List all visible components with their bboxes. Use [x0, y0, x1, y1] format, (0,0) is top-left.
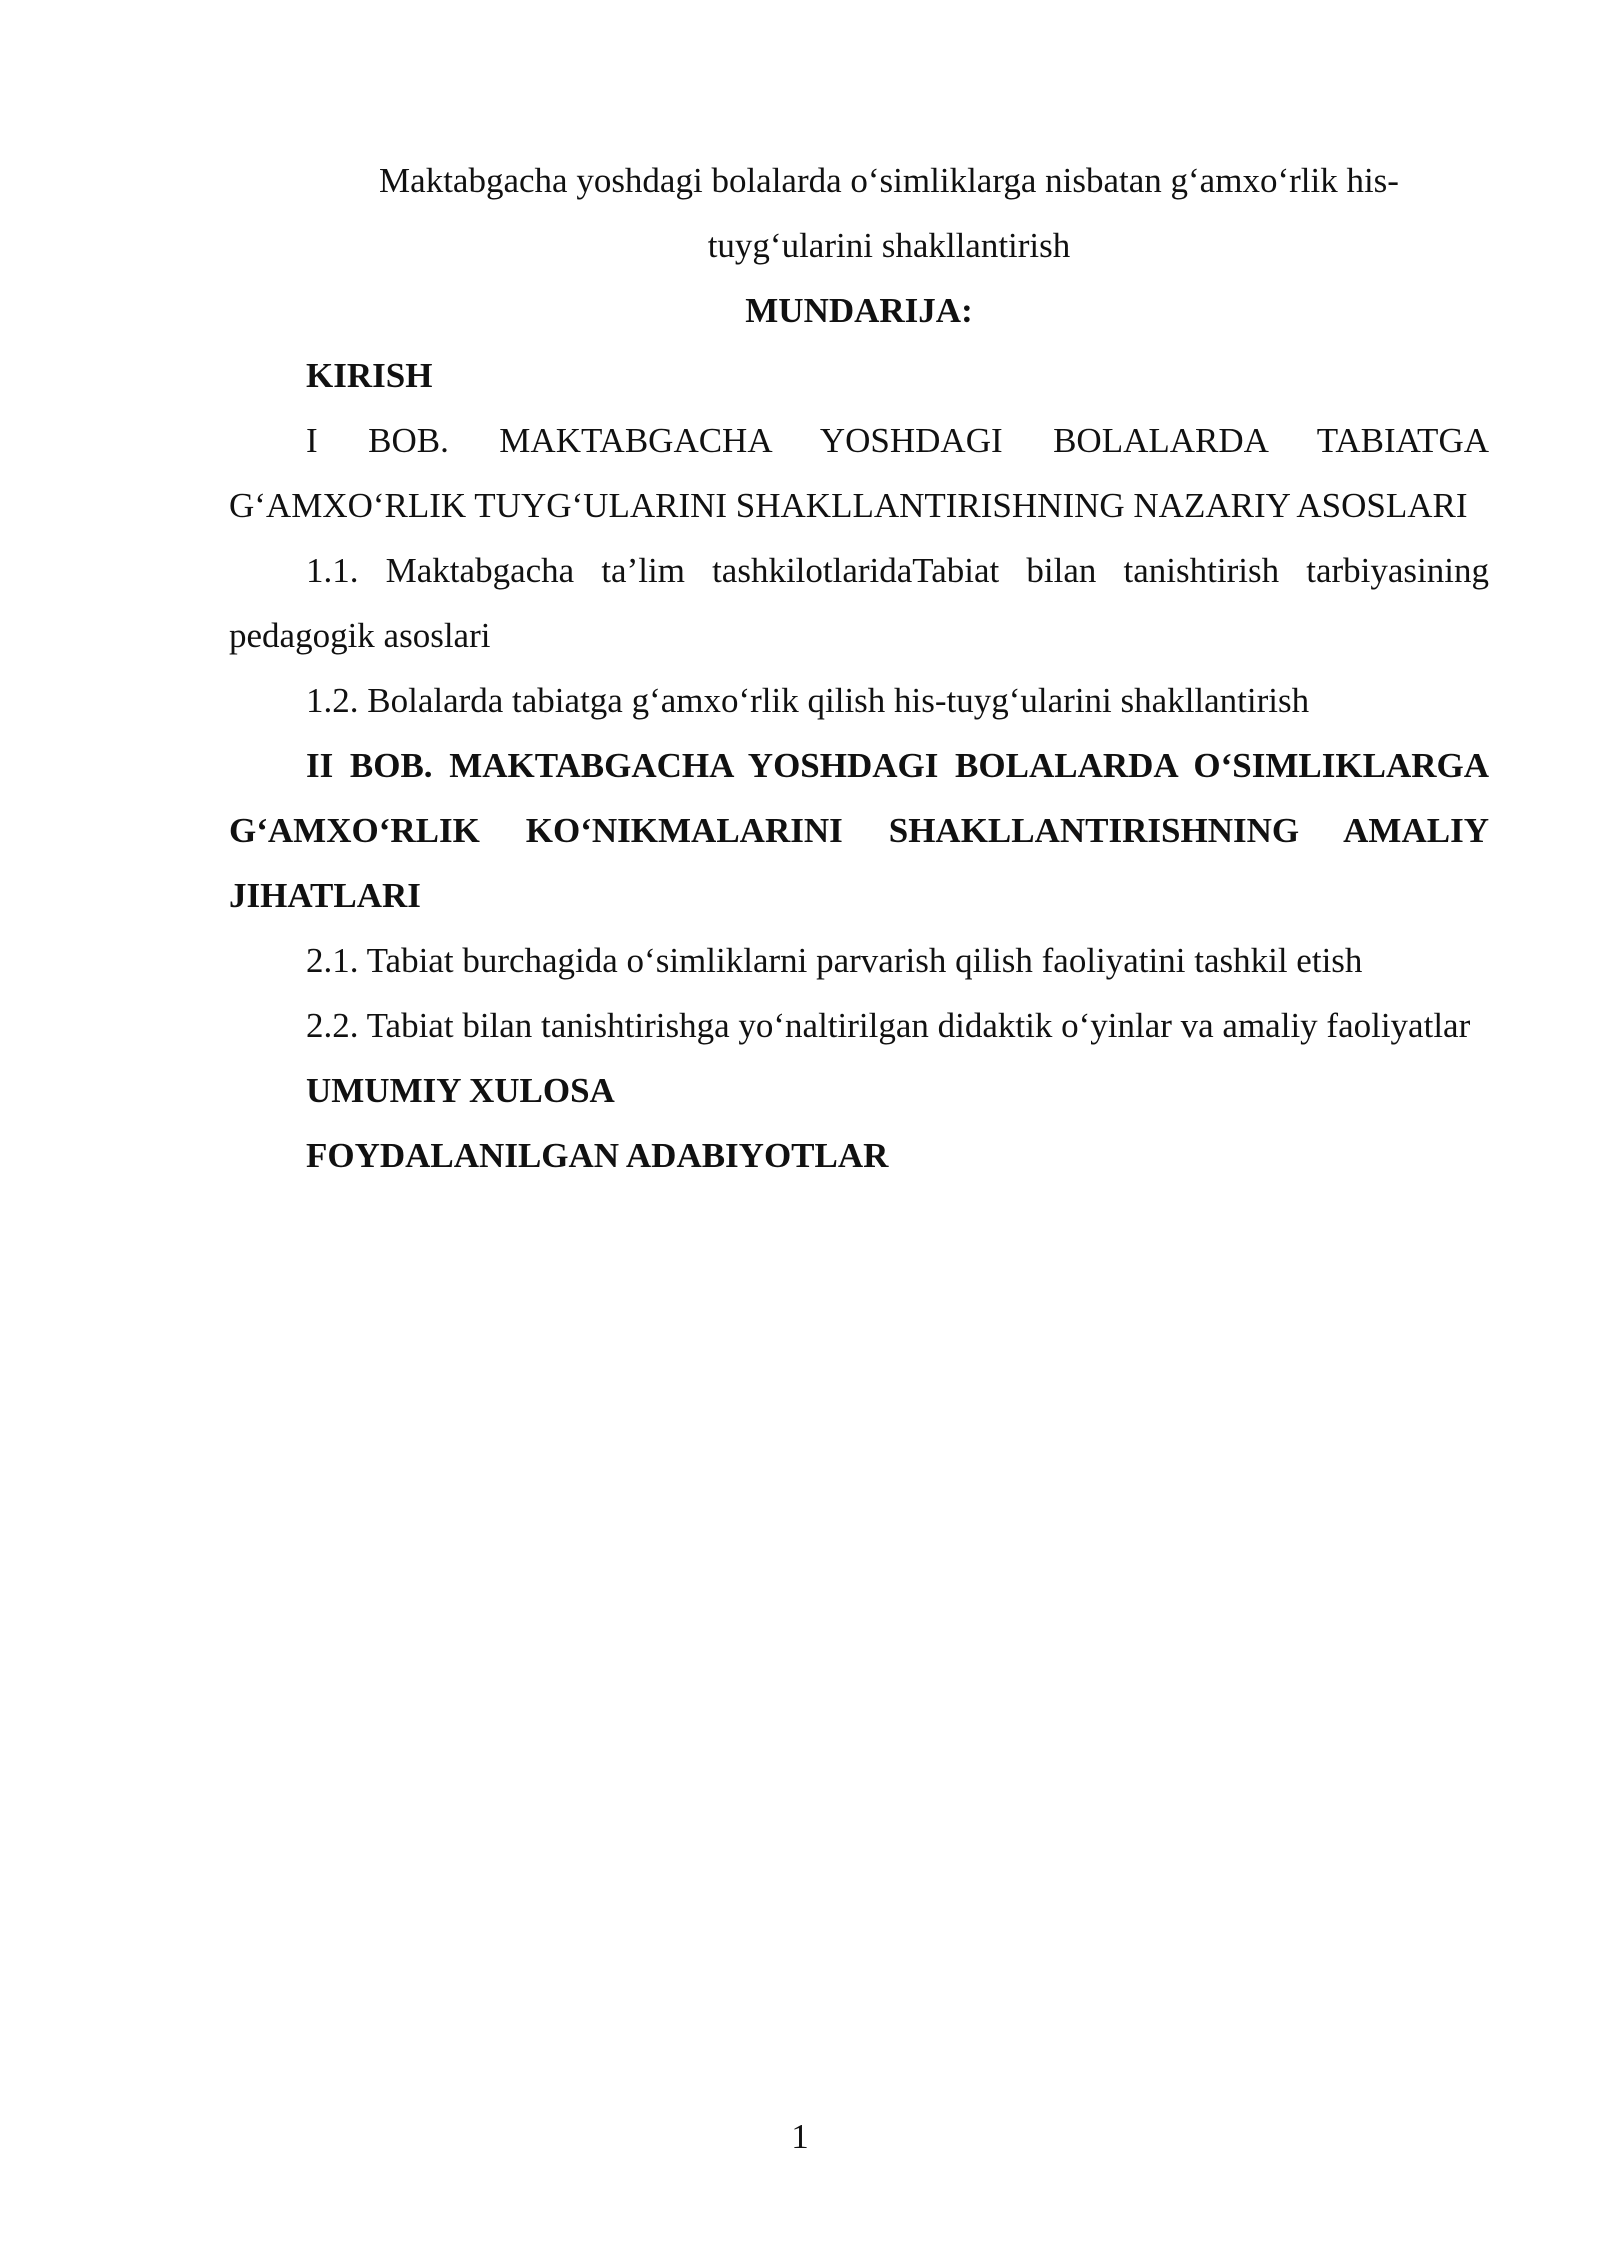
- table-of-contents: [229, 148, 1489, 1188]
- toc-entry-section-2-2: 2.2. Tabiat bilan tanishtirishga yo‘naltirilgan didaktik o‘yinlar va amaliy faoliyatlar: [306, 1006, 1471, 1045]
- toc-entry-chapter-1: I BOB. MAKTABGACHA YOSHDAGI BOLALARDA TABIATGA G‘AMXO‘RLIK TUYG‘ULARINI SHAKLLANTIRISHNING NAZARIY ASOSLARI: [229, 421, 1489, 525]
- toc-entry-introduction: KIRISH: [306, 356, 433, 395]
- toc-entry-section-1-1: 1.1. Maktabgacha ta’lim tashkilotlaridaTabiat bilan tanishtirish tarbiyasining pedagogik asoslari: [229, 551, 1489, 655]
- toc-entry-chapter-2: II BOB. MAKTABGACHA YOSHDAGI BOLALARDA O‘SIMLIKLARGA G‘AMXO‘RLIK KO‘NIKMALARINI SHAKLLANTIRISHNING AMALIY JIHATLARI: [229, 746, 1489, 915]
- toc-entry-section-2-1: 2.1. Tabiat burchagida o‘simliklarni parvarish qilish faoliyatini tashkil etish: [306, 941, 1363, 980]
- page-number: 1: [791, 2117, 809, 2156]
- toc-entry-references: FOYDALANILGAN ADABIYOTLAR: [306, 1136, 889, 1175]
- document-title-line-1: Maktabgacha yoshdagi bolalarda o‘simliklarga nisbatan g‘amxo‘rlik his-: [379, 161, 1399, 200]
- document-title-line-2: tuyg‘ularini shakllantirish: [707, 226, 1071, 265]
- contents-heading: MUNDARIJA:: [745, 291, 973, 330]
- toc-entry-section-1-2: 1.2. Bolalarda tabiatga g‘amxo‘rlik qilish his-tuyg‘ularini shakllantirish: [306, 681, 1310, 720]
- toc-entry-conclusion: UMUMIY XULOSA: [306, 1071, 615, 1110]
